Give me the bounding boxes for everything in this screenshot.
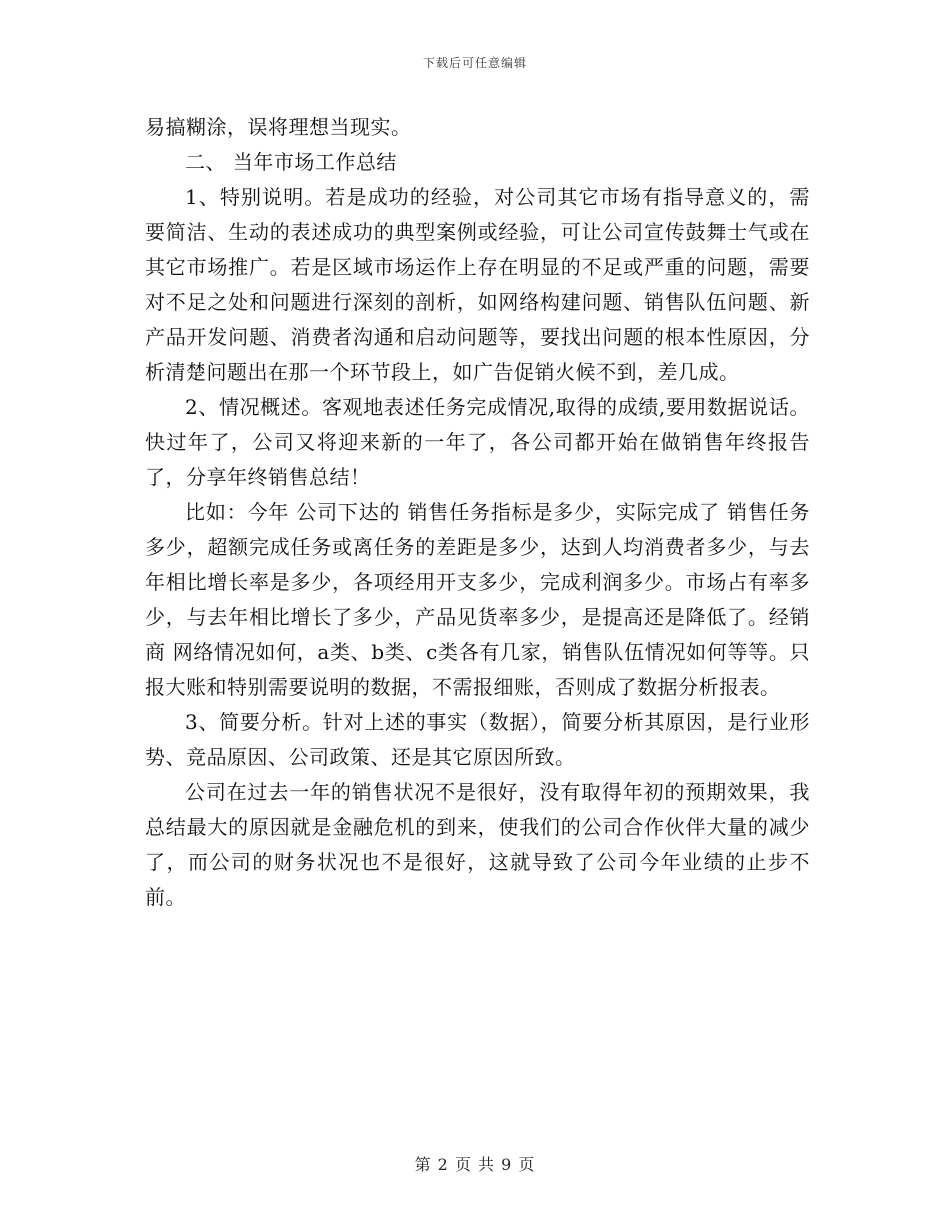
paragraph: 1、特别说明。若是成功的经验，对公司其它市场有指导意义的，需要简洁、生动的表述成功的典型案例或经验，可让公司宣传鼓舞士气或在其它市场推广。若是区域市场运作上存在明显的不足或严重的问题，需要对不足之处和问题进行深刻的剖析，如网络构建问题、销售队伍问题、新产品开发问题、消费者沟通和启动问题等，要找出问题的根本性原因，分析清楚问题出在那一个环节段上，如广告促销火候不到，差几成。	[145, 185, 810, 384]
paragraph: 2、情况概述。客观地表述任务完成情况,取得的成绩,要用数据说话。快过年了，公司又将迎来新的一年了，各公司都开始在做销售年终报告了，分享年终销售总结！	[145, 395, 810, 489]
paragraph: 易搞糊涂，误将理想当现实。	[145, 115, 412, 139]
page-number: 第 2 页 共 9 页	[414, 1155, 536, 1174]
paragraph: 公司在过去一年的销售状况不是很好，没有取得年初的预期效果，我总结最大的原因就是金融危机的到来，使我们的公司合作伙伴大量的减少了，而公司的财务状况也不是很好，这就导致了公司今年业绩的止步不前。	[145, 780, 810, 909]
page-header: 下载后可任意编辑	[422, 56, 527, 70]
paragraph: 3、简要分析。针对上述的事实（数据），简要分析其原因，是行业形势、竞品原因、公司政策、还是其它原因所致。	[145, 710, 810, 769]
paragraph: 比如：今年 公司下达的 销售任务指标是多少，实际完成了 销售任务多少，超额完成任务或离任务的差距是多少，达到人均消费者多少，与去年相比增长率是多少，各项经用开支多少，完成利润多少。市场占有率多少，与去年相比增长了多少，产品见货率多少，是提高还是降低了。经销商 网络情况如何，a类、b类、c类各有几家，销售队伍情况如何等等。只报大账和特别需要说明的数据，不需报细账，否则成了数据分析报表。	[145, 500, 810, 699]
document-body	[145, 110, 810, 915]
section-heading: 二、 当年市场工作总结	[185, 150, 397, 174]
